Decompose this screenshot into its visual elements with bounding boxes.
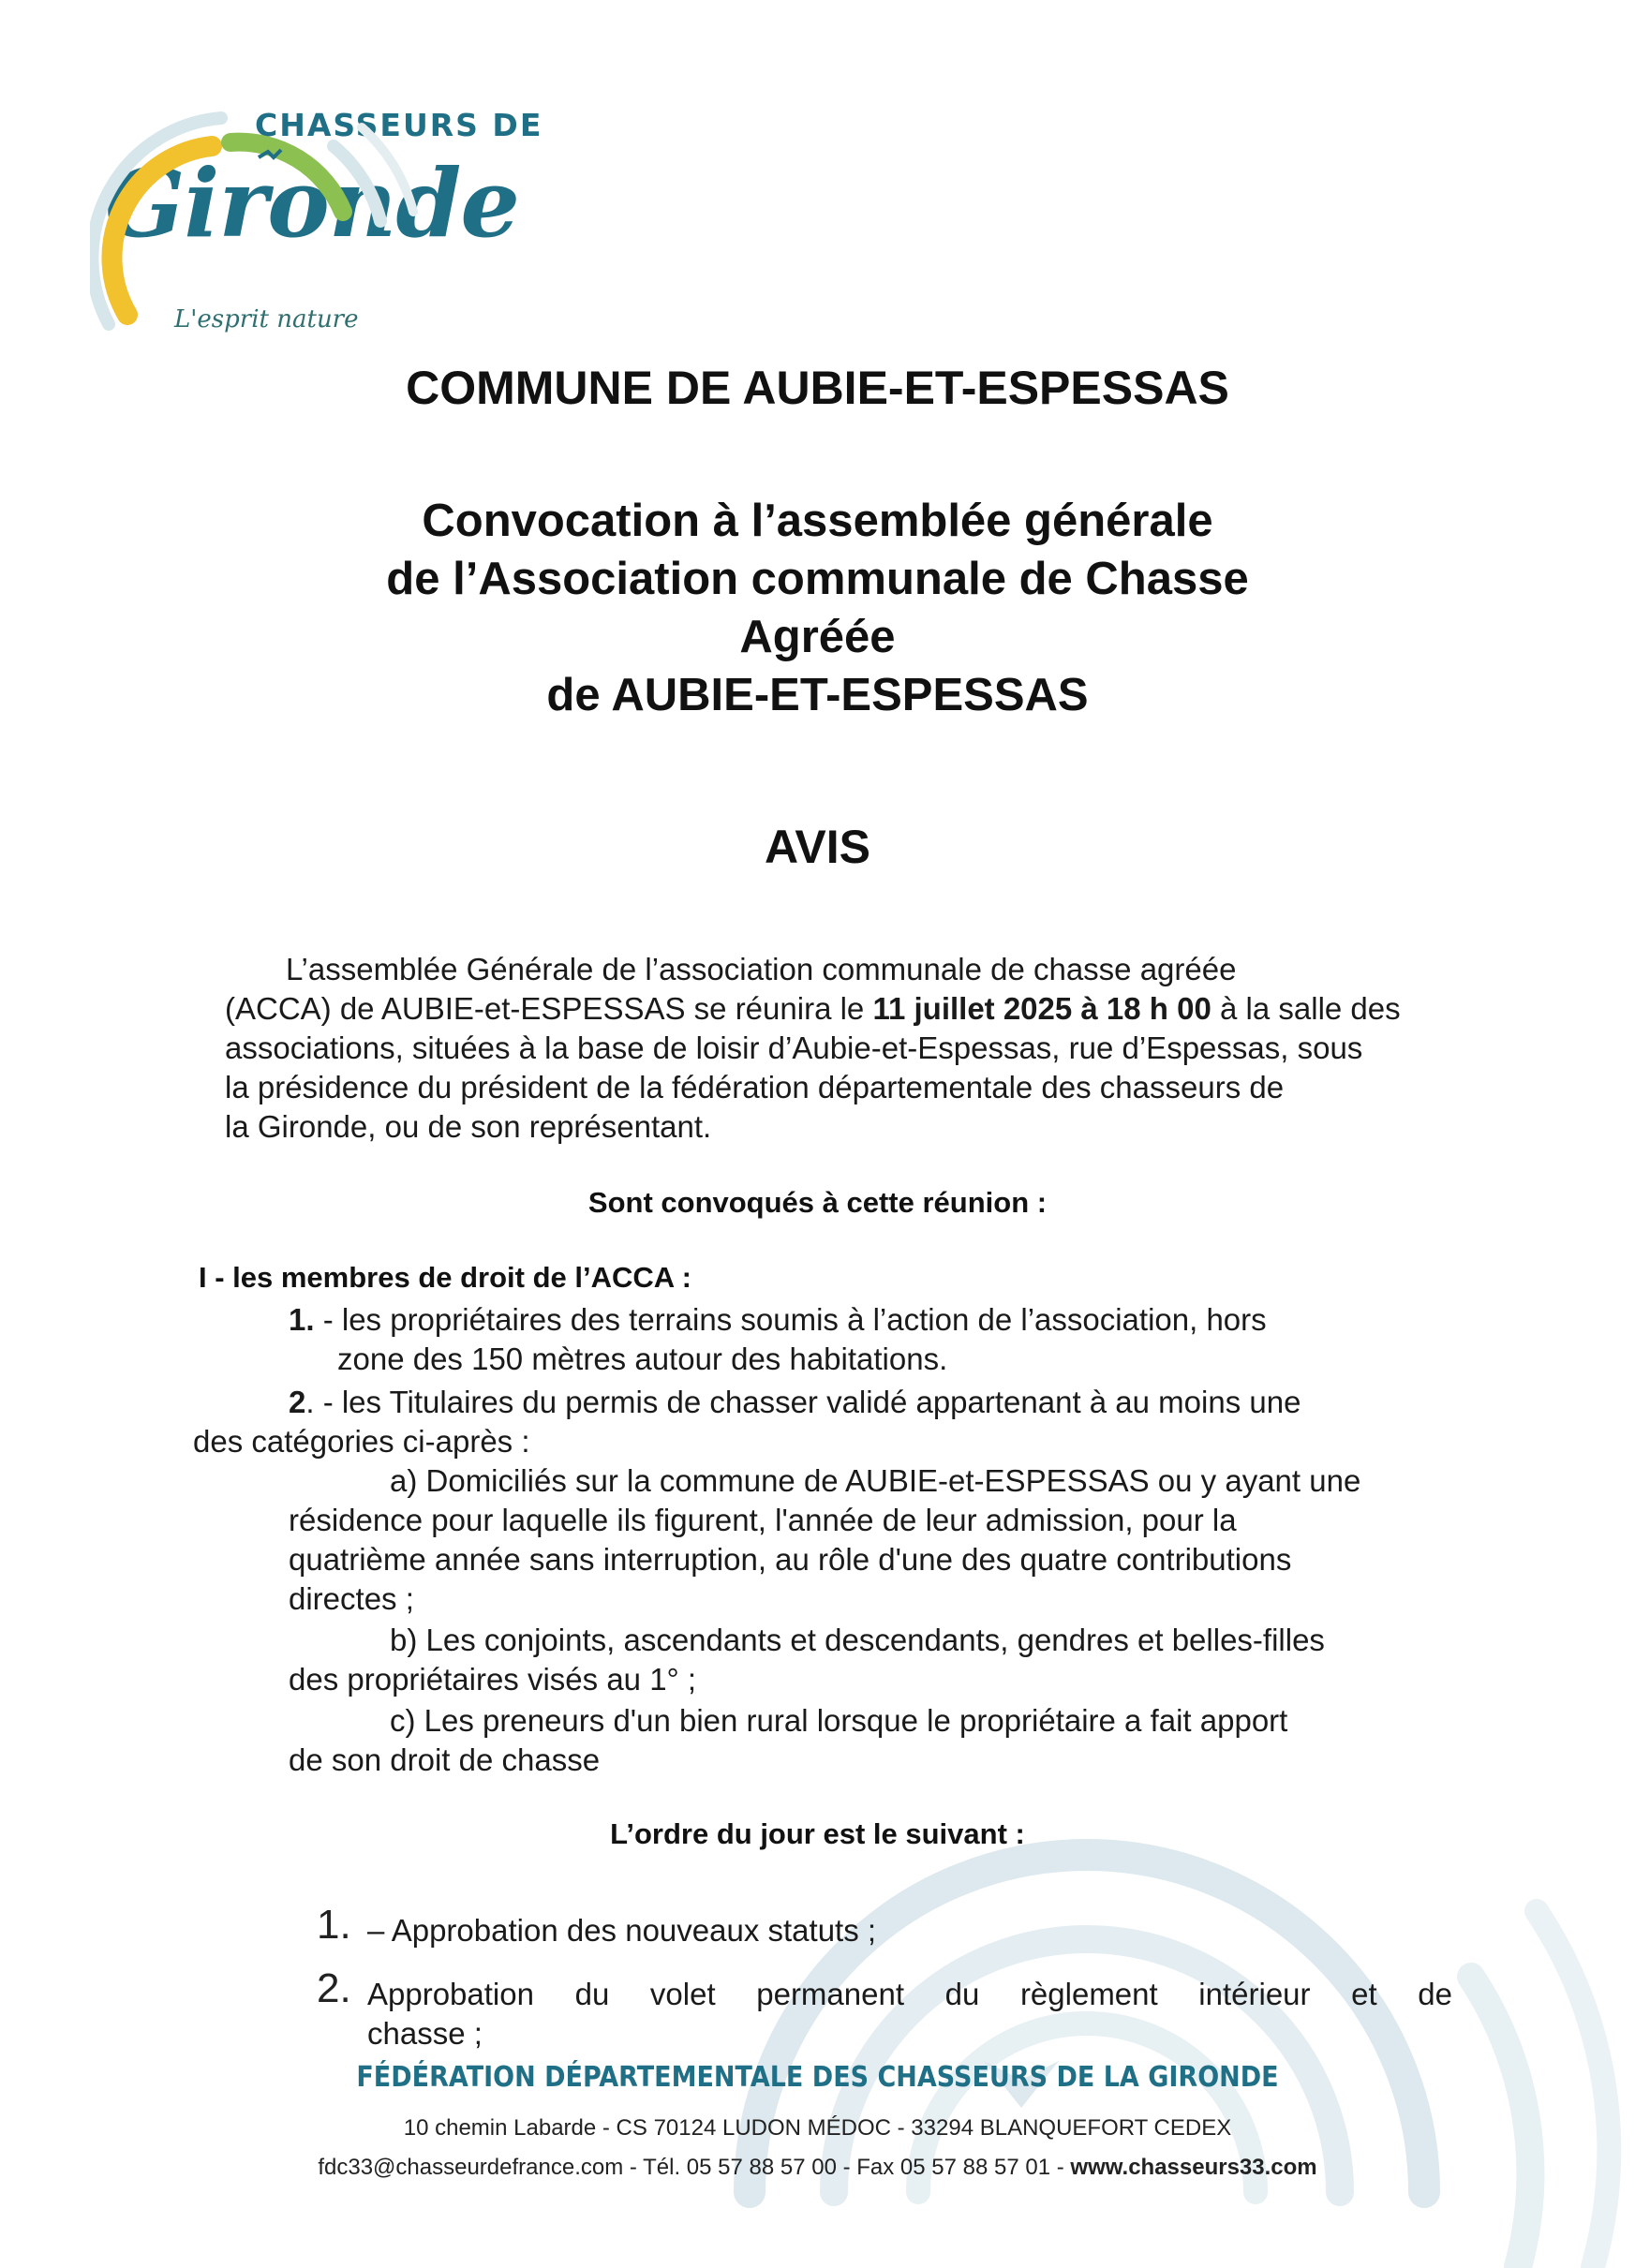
convoques-heading: Sont convoqués à cette réunion :: [587, 1186, 1048, 1219]
footer-organization: FÉDÉRATION DÉPARTEMENTALE DES CHASSEURS DE LA GIRONDE: [356, 2061, 1279, 2094]
footer-contact: fdc33@chasseurdefrance.com - Tél. 05 57 88 57 00 - Fax 05 57 88 57 01 - www.chasseurs33.com: [318, 2155, 1317, 2180]
logo-rings: [90, 109, 502, 360]
title-line: de AUBIE-ET-ESPESSAS: [546, 670, 1089, 720]
title-line: de l’Association communale de Chasse: [386, 554, 1249, 604]
document-title: [0, 492, 1635, 724]
logo-tagline: L'esprit nature: [174, 305, 359, 334]
meeting-datetime: 11 juillet 2025 à 18 h 00: [872, 991, 1211, 1026]
members-heading: I - les membres de droit de l’ACCA :: [199, 1261, 691, 1294]
footer-address: 10 chemin Labarde - CS 70124 LUDON MÉDOC - 33294 BLANQUEFORT CEDEX: [403, 2115, 1232, 2141]
intro-line: (ACCA) de AUBIE-et-ESPESSAS se réunira le 11 juillet 2025 à 18 h 00 à la salle des: [225, 991, 1401, 1026]
intro-line: L’assemblée Générale de l’association communale de chasse agréée: [286, 952, 1237, 986]
commune-heading: COMMUNE DE AUBIE-ET-ESPESSAS: [406, 362, 1229, 414]
intro-line: la Gironde, ou de son représentant.: [225, 1109, 712, 1144]
agenda-heading: L’ordre du jour est le suivant :: [610, 1817, 1025, 1850]
avis-heading: AVIS: [765, 821, 870, 873]
logo-brand-main: Gironde: [105, 148, 520, 259]
logo-brand-top: CHASSEURS DE: [255, 107, 543, 143]
intro-line: la présidence du président de la fédération départementale des chasseurs de: [225, 1070, 1285, 1104]
footer-website-link[interactable]: www.chasseurs33.com: [1070, 2155, 1317, 2180]
title-line: Agréée: [739, 612, 896, 662]
title-line: Convocation à l’assemblée générale: [422, 496, 1213, 546]
intro-line: associations, situées à la base de loisir d’Aubie-et-Espessas, rue d’Espessas, sous: [225, 1030, 1363, 1065]
